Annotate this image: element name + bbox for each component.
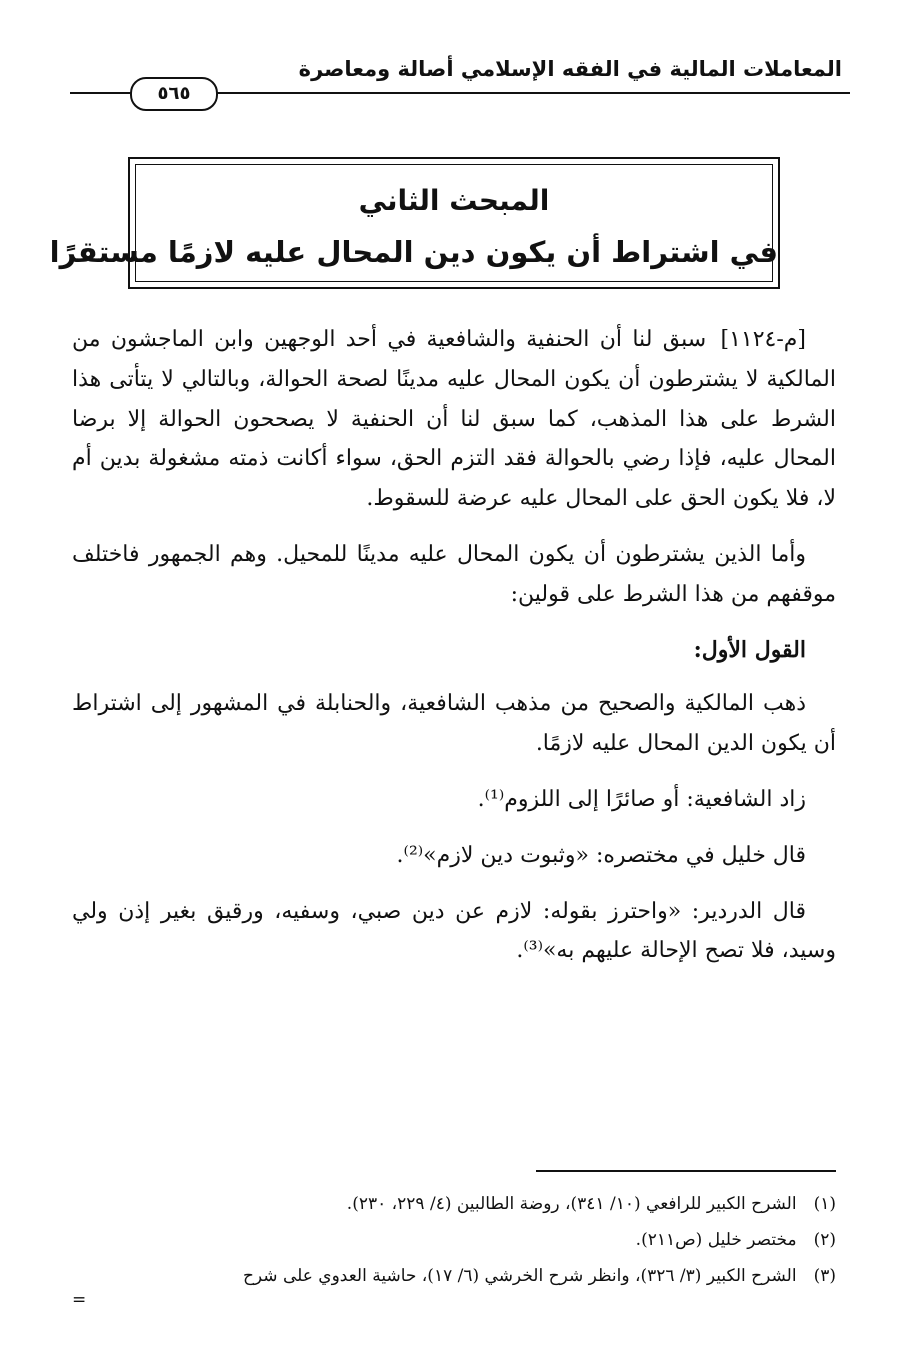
footnote-number: (٢) <box>813 1230 836 1250</box>
body-text <box>72 320 836 987</box>
paragraph-6: قال الدردير: «واحترز بقوله: لازم عن دين صبي، وسفيه، ورقيق بغير إذن ولي وسيد، فلا تصح الإحالة عليهم به»⁽³⁾. <box>72 898 836 964</box>
paragraph-code: [م-١١٢٤] <box>720 327 806 352</box>
paragraph-1-text: سبق لنا أن الحنفية والشافعية في أحد الوجهين وابن الماجشون من المالكية لا يشترطون أن يكون المحال عليه مدينًا لصحة الحوالة، وبالتالي لا يتأتى هذا الشرط على هذا المذهب، كما سبق لنا أن الحنفية لا يصححون الحوالة إلا برضا المحال عليه، فإذا رضي بالحوالة فقد التزم الحق، سواء أكانت ذمته مشغولة بدين أم لا، فلا يكون الحق على المحال عليه عرضة للسقوط. <box>72 327 836 512</box>
paragraph-1 <box>72 320 836 519</box>
running-header-title: المعاملات المالية في الفقه الإسلامي أصالة ومعاصرة <box>298 57 842 81</box>
chapter-title-box <box>49 157 780 289</box>
continuation-mark: = <box>72 1290 87 1310</box>
chapter-title: المبحث الثاني <box>358 184 550 217</box>
paragraph-2: وأما الذين يشترطون أن يكون المحال عليه مدينًا للمحيل. وهم الجمهور فاختلف موقفهم من هذا الشرط على قولين: <box>72 541 836 607</box>
footnote-text: الشرح الكبير (٣/ ٣٢٦)، وانظر شرح الخرشي (٦/ ١٧)، حاشية العدوي على شرح <box>242 1266 797 1286</box>
section-heading-first-opinion: القول الأول: <box>693 636 806 663</box>
paragraph-4: زاد الشافعية: أو صائرًا إلى اللزوم⁽¹⁾. <box>477 786 806 812</box>
footnote-separator <box>536 1170 836 1172</box>
paragraph-5: قال خليل في مختصره: «وثبوت دين لازم»⁽²⁾. <box>396 842 806 868</box>
footnote-text: مختصر خليل (ص٢١١). <box>635 1230 797 1250</box>
page-number: ٥٦٥ <box>130 77 218 111</box>
footnotes <box>72 1186 836 1294</box>
footnote-2 <box>72 1222 836 1258</box>
footnote-number: (١) <box>813 1194 836 1214</box>
chapter-subtitle: في اشتراط أن يكون دين المحال عليه لازمًا مستقرًا <box>49 235 778 269</box>
footnote-3 <box>72 1258 836 1294</box>
footnote-1 <box>72 1186 836 1222</box>
footnote-number: (٣) <box>813 1266 836 1286</box>
footnote-text: الشرح الكبير للرافعي (١٠/ ٣٤١)، روضة الطالبين (٤/ ٢٢٩، ٢٣٠). <box>346 1194 797 1214</box>
paragraph-3: ذهب المالكية والصحيح من مذهب الشافعية، والحنابلة في المشهور إلى اشتراط أن يكون الدين المحال عليه لازمًا. <box>72 691 836 757</box>
